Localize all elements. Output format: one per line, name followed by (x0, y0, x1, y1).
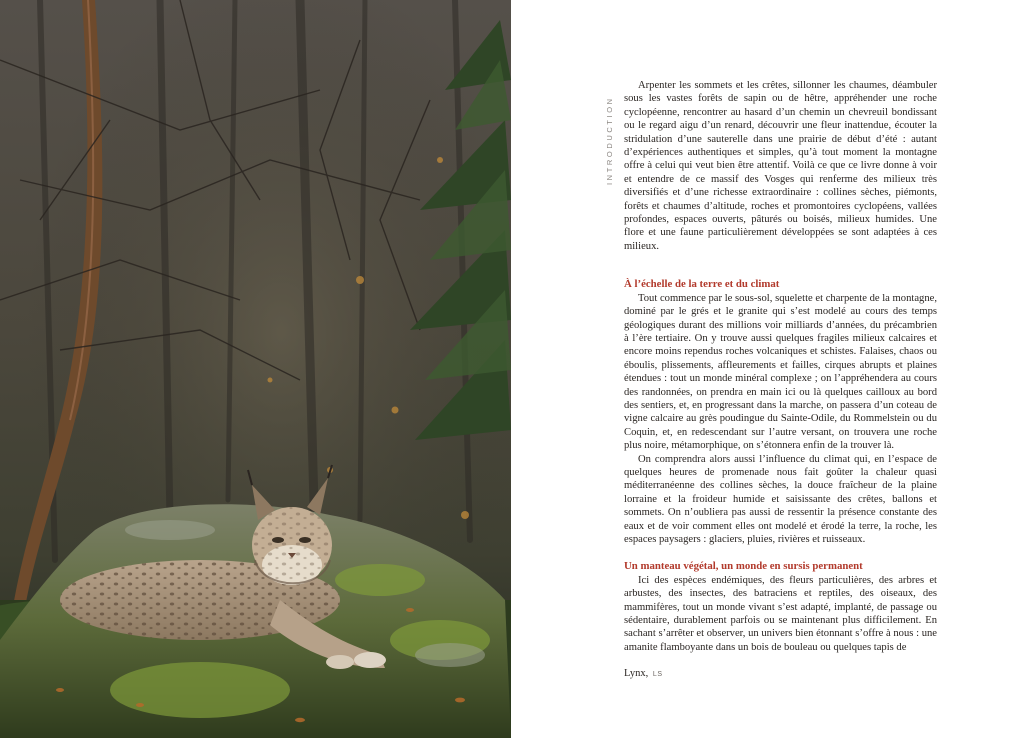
caption-label: Lynx, (624, 668, 649, 679)
body-text (624, 79, 937, 654)
section-title: À l’échelle de la terre et du climat (624, 278, 780, 291)
caption-credit: LS (652, 671, 663, 678)
section-paragraph: Tout commence par le sous-sol, squelette et charpente de la montagne, dominé par le grés et le granite qui s’est modelé au cours des temps géologiques durant des millions voir milliards d’années, du précambrien à l’ère tertiaire. On y trouve aussi quelques fragiles milieux calcaires et encore moins rependus roches volcaniques et schistes. Falaises, chaos ou éboulis, plissements, affleurements et failles, cirques abrupts et plaines étendues : tout un monde minéral complexe ; on l’appréhendera au cours des randonnées, on prendra en main ici ou là quelques cailloux au bord des sentiers, et, en progressant dans la marche, on passera d’un coteau de vigne calcaire au grès poudingue du Sainte-Odile, du Rommelstein ou du Coquin, et, en redescendant sur l’autre versant, on trouvera une roche plus noire, métamorphique, on s’étonnera enfin de la trouver là. (624, 292, 937, 452)
photo-caption (624, 668, 663, 679)
intro-paragraph: Arpenter les sommets et les crêtes, sillonner les chaumes, déambuler sous les vastes forêts de sapin ou de hêtre, appréhender une roche cyclopéenne, rencontrer au hasard d’un chemin un chevreuil bondissant ou le regard aigu d’un renard, découvrir une fleur inattendue, écouter la stridulation d’une sauterelle dans une prairie de début d’été : autant d’expériences authentiques et simples, qu’à tout moment la montagne offre à celui qui veut bien être attentif. Voilà ce que ce livre donne à voir et entendre de ce massif des Vosges qui renferme des milieux très diversifiés et d’une richesse extraordinaire : collines sèches, piémonts, forêts et chaumes d’altitude, roches et promontoires cyclopéens, vallées profondes, espaces ouverts, pâturés ou boisés, milieux humides. Une flore et une faune particulièrement développées se sont adaptées à ces milieux. (624, 80, 937, 252)
section-title: Un manteau végétal, un monde en sursis permanent (624, 560, 863, 573)
section-paragraph: On comprendra alors aussi l’influence du climat qui, en l’espace de quelques heures de promenade nous fait goûter la chaleur quasi méditerranéenne des collines sèches, la douce fraîcheur de la plaine lorraine et la froideur humide et saisissante des crêtes, ballons et sommets. On n’oubliera pas aussi de ressentir la présence constante des eaux et de voir comment elles ont modelé et érodé la terre, la roche, les espaces paysagers : glaciers, pluies, rivières et ruisseaux. (624, 453, 937, 545)
running-head: INTRODUCTION (605, 96, 614, 185)
section-paragraph: Ici des espèces endémiques, des fleurs particulières, des arbres et arbustes, des insectes, des batraciens et reptiles, des oiseaux, des mammifères, tout un monde vivant s’est adapté, implanté, de passage ou sédentaire, durablement parfois ou se maintenant plus difficilement. En sachant s’arrêter et observer, un univers bien étonnant s’offre à nous : une amanite flamboyante dans un bois de bouleau ou quelques tapis de (624, 574, 937, 653)
text-page (511, 0, 1022, 738)
